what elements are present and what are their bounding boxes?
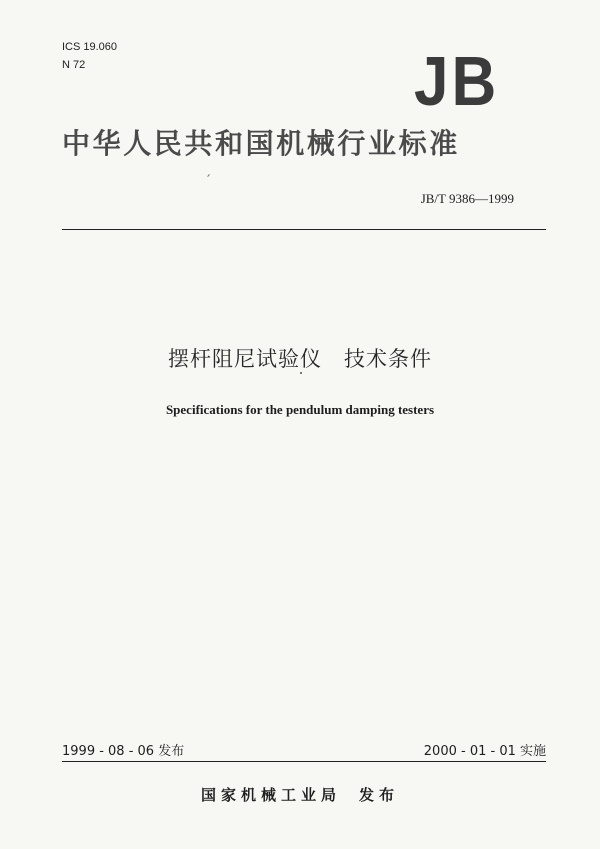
header-divider xyxy=(62,229,546,230)
footer-divider xyxy=(62,761,546,762)
ccs-code: N 72 xyxy=(62,59,86,71)
scan-speck xyxy=(207,174,210,177)
document-title-chinese xyxy=(0,343,600,373)
issue-date: 1999 - 08 - 06 发布 xyxy=(62,744,185,759)
publisher-name: 国家机械工业局 xyxy=(200,786,341,804)
publisher-line xyxy=(0,784,600,805)
title-chinese-part1: 摆杆阻尼试验仪 xyxy=(168,347,322,371)
standard-number: JB/T 9386—1999 xyxy=(420,191,514,206)
scan-speck xyxy=(300,372,302,374)
title-chinese-part2: 技术条件 xyxy=(344,347,432,371)
document-title-english: Specifications for the pendulum damping testers xyxy=(165,402,435,417)
ics-code: ICS 19.060 xyxy=(62,41,118,53)
jb-logo: JB xyxy=(414,43,500,121)
publish-label: 发布 xyxy=(359,786,400,804)
implementation-date: 2000 - 01 - 01 实施 xyxy=(423,744,546,759)
organization-title: 中华人民共和国机械行业标准 xyxy=(62,127,460,160)
